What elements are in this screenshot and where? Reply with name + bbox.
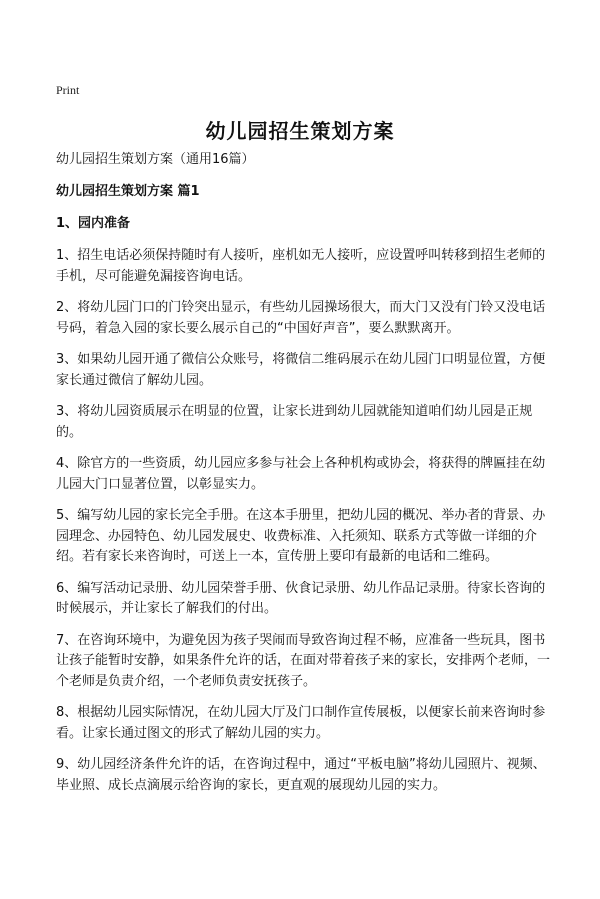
- document-body: [56, 150, 556, 807]
- chapter-heading: 幼儿园招生策划方案 篇1: [56, 184, 200, 199]
- paragraph: 9、幼儿园经济条件允许的话，在咨询过程中，通过“平板电脑”将幼儿园照片、视频、毕业照、成长点滴展示给咨询的家长，更直观的展现幼儿园的实力。: [56, 757, 546, 793]
- paragraph: 1、招生电话必须保持随时有人接听，座机如无人接听，应设置呼叫转移到招生老师的手机，尽可能避免漏接咨询电话。: [56, 248, 546, 284]
- document-title: 幼儿园招生策划方案: [205, 119, 395, 143]
- paragraph: 6、编写活动记录册、幼儿园荣誉手册、伙食记录册、幼儿作品记录册。待家长咨询的时候展示，并让家长了解我们的付出。: [56, 580, 546, 616]
- paragraph: 2、将幼儿园门口的门铃突出显示，有些幼儿园操场很大，而大门又没有门铃又没电话号码，着急入园的家长要么展示自己的“中国好声音”，要么默默离开。: [56, 300, 546, 336]
- paragraph: 4、除官方的一些资质，幼儿园应多参与社会上各种机构或协会，将获得的牌匾挂在幼儿园大门口显著位置，以彰显实力。: [56, 456, 546, 492]
- print-label[interactable]: Print: [56, 83, 80, 97]
- document-subtitle: 幼儿园招生策划方案（通用16篇）: [56, 152, 255, 167]
- paragraph: 3、将幼儿园资质展示在明显的位置，让家长进到幼儿园就能知道咱们幼儿园是正规的。: [56, 404, 533, 440]
- paragraph: 5、编写幼儿园的家长完全手册。在这本手册里，把幼儿园的概况、举办者的背景、办园理念、办园特色、幼儿园发展史、收费标准、入托须知、联系方式等做一详细的介绍。若有家长来咨询时，可送上一本，宣传册上要印有最新的电话和二维码。: [56, 508, 546, 564]
- paragraph: 7、在咨询环境中，为避免因为孩子哭闹而导致咨询过程不畅，应准备一些玩具，图书让孩子能暂时安静，如果条件允许的话，在面对带着孩子来的家长，安排两个老师，一个老师是负责介绍，一个老师负责安抚孩子。: [56, 632, 551, 689]
- paragraph: 3、如果幼儿园开通了微信公众账号，将微信二维码展示在幼儿园门口明显位置，方便家长通过微信了解幼儿园。: [56, 352, 546, 388]
- section-heading: 1、园内准备: [56, 216, 131, 231]
- paragraph: 8、根据幼儿园实际情况，在幼儿园大厅及门口制作宣传展板，以便家长前来咨询时参看。让家长通过图文的形式了解幼儿园的实力。: [56, 705, 546, 741]
